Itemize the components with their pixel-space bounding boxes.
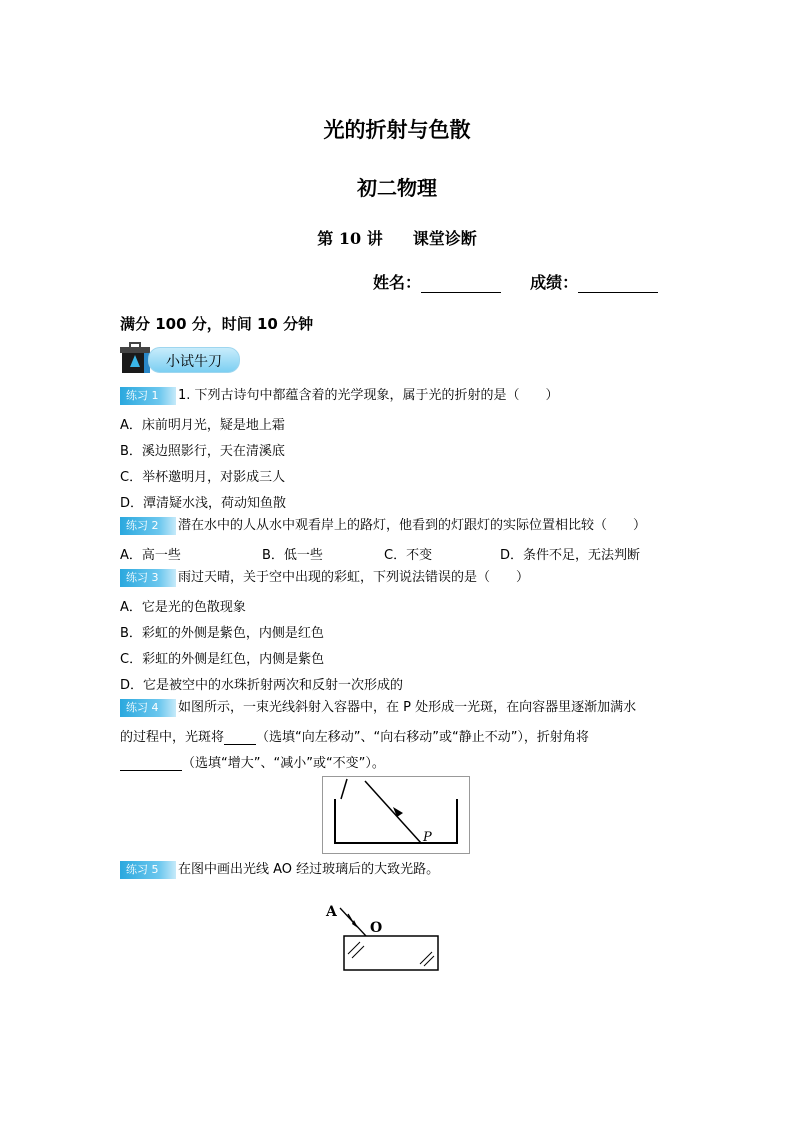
score-info: 满分 100 分，时间 10 分钟 (120, 315, 314, 333)
question-4-line-2 (120, 726, 589, 745)
question-3 (120, 568, 529, 588)
option-a: A．床前明月光，疑是地上霜 (120, 418, 285, 433)
question-text: 雨过天晴，关于空中出现的彩虹，下列说法错误的是（ ） (178, 570, 530, 585)
point-o-label: O (370, 920, 383, 936)
question-tag: 练习 3 (120, 569, 176, 587)
options-row (120, 544, 640, 563)
option-c: C．举杯邀明月，对影成三人 (120, 470, 286, 485)
question-text-line-1: 如图所示，一束光线斜射入容器中，在 P 处形成一光斑，在向容器里逐渐加满水 (178, 700, 637, 715)
question-tag: 练习 4 (120, 699, 176, 717)
question-4 (120, 698, 636, 718)
question-tag: 练习 2 (120, 517, 176, 535)
option-c: C．不变 (384, 548, 433, 563)
option-c: C．彩虹的外侧是红色，内侧是紫色 (120, 652, 325, 667)
name-label: 姓名： (373, 273, 422, 292)
question-tag: 练习 1 (120, 387, 176, 405)
page-title: 光的折射与色散 (323, 118, 471, 142)
question-text: 在图中画出光线 AO 经过玻璃后的大致光路。 (178, 862, 440, 877)
question-text: 1. 下列古诗句中都蕴含着的光学现象，属于光的折射的是（ ） (178, 388, 559, 403)
question-1 (120, 386, 559, 406)
question-text: （选填“增大”、“减小”或“不变”）。 (182, 756, 385, 771)
option-b: B．低一些 (262, 548, 323, 563)
name-blank[interactable] (421, 274, 501, 293)
option-d: D．潭清疑水浅，荷动知鱼散 (120, 496, 287, 511)
question-tag: 练习 5 (120, 861, 176, 879)
option-a: A．高一些 (120, 548, 181, 563)
answer-blank[interactable] (120, 756, 182, 771)
question-text: 潜在水中的人从水中观看岸上的路灯，他看到的灯跟灯的实际位置相比较（ ） (178, 518, 647, 533)
section-title: 小试牛刀 (166, 354, 222, 370)
lecture-name: 课堂诊断 (412, 229, 477, 248)
question-text: （选填“向左移动”、“向右移动”或“静止不动”），折射角将 (256, 730, 589, 745)
question-text: 的过程中，光斑将 (120, 730, 225, 745)
page-subtitle: 初二物理 (357, 176, 437, 200)
glass-figure (324, 896, 442, 974)
lecture-number: 第 10 讲 (317, 229, 383, 248)
question-2 (120, 516, 646, 536)
glass-diagram (324, 896, 442, 974)
container-figure (322, 776, 470, 854)
container-diagram (323, 777, 469, 853)
option-d: D．条件不足，无法判断 (500, 548, 641, 563)
question-5 (120, 860, 439, 880)
lecture-heading (0, 226, 794, 249)
name-score-row (373, 270, 658, 293)
question-4-line-3 (120, 752, 385, 771)
score-label: 成绩： (530, 273, 579, 292)
point-a-label: A (326, 904, 337, 920)
option-a: A．它是光的色散现象 (120, 600, 246, 615)
section-banner (118, 341, 242, 377)
option-b: B．溪边照影行，天在清溪底 (120, 444, 285, 459)
answer-blank[interactable] (224, 730, 256, 745)
option-b: B．彩虹的外侧是紫色，内侧是红色 (120, 626, 324, 641)
option-d: D．它是被空中的水珠折射两次和反射一次形成的 (120, 678, 404, 693)
point-p-label: P (423, 830, 432, 845)
score-blank[interactable] (578, 274, 658, 293)
